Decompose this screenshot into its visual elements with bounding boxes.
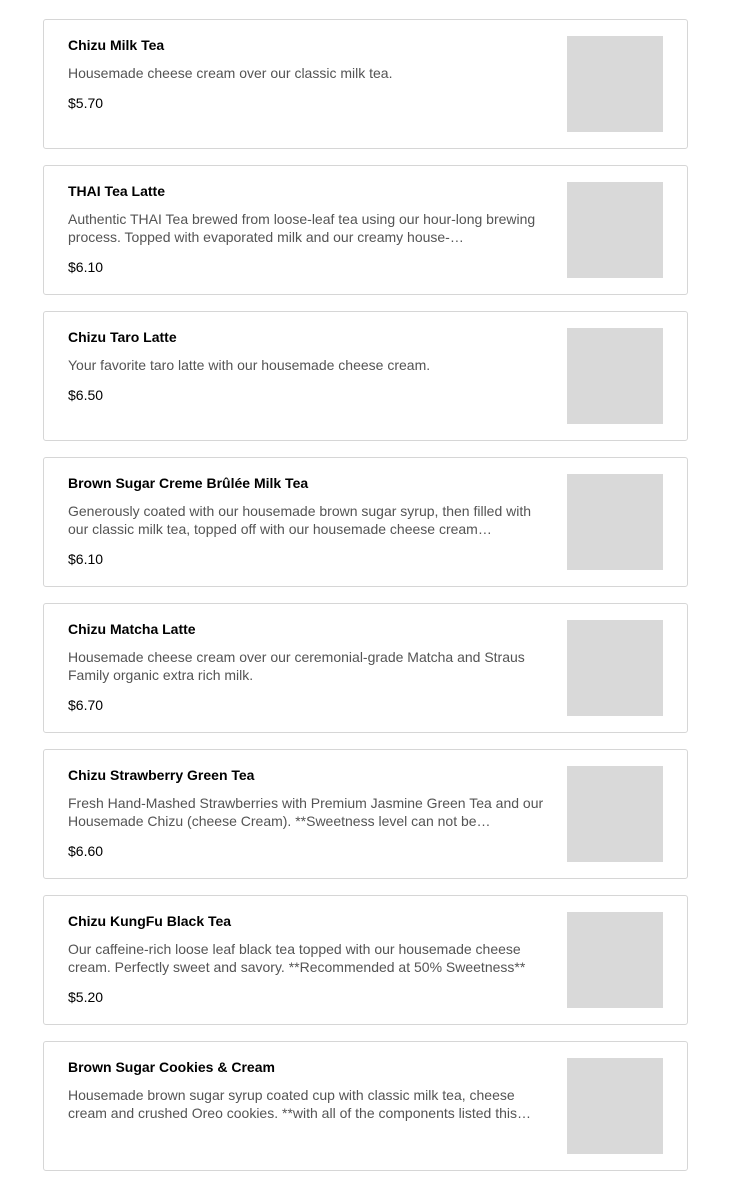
menu-item-price: $6.10 <box>68 259 104 275</box>
menu-item-description: Housemade cheese cream over our classic milk tea. <box>68 65 393 81</box>
menu-item-text <box>68 182 548 276</box>
menu-item-text <box>68 328 548 404</box>
menu-item-name: THAI Tea Latte <box>68 183 165 199</box>
menu-item-card[interactable] <box>43 895 688 1025</box>
menu-item-price: $5.70 <box>68 95 104 111</box>
menu-item-name: Brown Sugar Creme Brûlée Milk Tea <box>68 475 309 491</box>
menu-item-card[interactable] <box>43 603 688 733</box>
menu-item-image-placeholder <box>567 620 663 716</box>
menu-item-image-placeholder <box>567 1058 663 1154</box>
menu-item-card[interactable] <box>43 457 688 587</box>
menu-item-description: Housemade brown sugar syrup coated cup with classic milk tea, cheese cream and crushed Oreo cookies. **with all of the components listed this… <box>68 1087 532 1121</box>
menu-item-name: Chizu Matcha Latte <box>68 621 196 637</box>
menu-item-text <box>68 474 548 568</box>
menu-item-price: $6.50 <box>68 387 104 403</box>
menu-item-name: Chizu Milk Tea <box>68 37 165 53</box>
menu-item-card[interactable] <box>43 1041 688 1171</box>
menu-item-price: $6.60 <box>68 843 104 859</box>
menu-item-text <box>68 620 548 714</box>
menu-item-price: $6.70 <box>68 697 104 713</box>
menu-item-price: $5.20 <box>68 989 104 1005</box>
menu-item-card[interactable] <box>43 749 688 879</box>
menu-item-card[interactable] <box>43 311 688 441</box>
menu-item-image-placeholder <box>567 766 663 862</box>
menu-item-description: Our caffeine-rich loose leaf black tea topped with our housemade cheese cream. Perfectly sweet and savory. **Recommended at 50% Sweetness** <box>68 941 526 975</box>
menu-item-name: Chizu KungFu Black Tea <box>68 913 232 929</box>
menu-item-name: Chizu Taro Latte <box>68 329 177 345</box>
menu-item-card[interactable] <box>43 165 688 295</box>
menu-item-description: Generously coated with our housemade brown sugar syrup, then filled with our classic milk tea, topped off with our housemade cheese cream… <box>68 503 532 537</box>
menu-item-price: $6.10 <box>68 551 104 567</box>
menu-item-text <box>68 766 548 860</box>
menu-item-image-placeholder <box>567 182 663 278</box>
menu-item-image-placeholder <box>567 36 663 132</box>
menu-item-description: Authentic THAI Tea brewed from loose-leaf tea using our hour-long brewing process. Topped with evaporated milk and our creamy house-… <box>68 211 536 245</box>
menu-item-list <box>43 19 688 1187</box>
menu-item-description: Your favorite taro latte with our housemade cheese cream. <box>68 357 431 373</box>
menu-item-image-placeholder <box>567 328 663 424</box>
menu-item-name: Chizu Strawberry Green Tea <box>68 767 255 783</box>
menu-item-card[interactable] <box>43 19 688 149</box>
menu-item-text <box>68 1058 548 1134</box>
menu-item-text <box>68 912 548 1006</box>
menu-item-description: Fresh Hand-Mashed Strawberries with Premium Jasmine Green Tea and our Housemade Chizu (cheese Cream). **Sweetness level can not be… <box>68 795 544 829</box>
menu-item-name: Brown Sugar Cookies & Cream <box>68 1059 275 1075</box>
menu-item-image-placeholder <box>567 474 663 570</box>
menu-item-description: Housemade cheese cream over our ceremonial-grade Matcha and Straus Family organic extra rich milk. <box>68 649 525 683</box>
menu-item-text <box>68 36 548 112</box>
menu-item-image-placeholder <box>567 912 663 1008</box>
